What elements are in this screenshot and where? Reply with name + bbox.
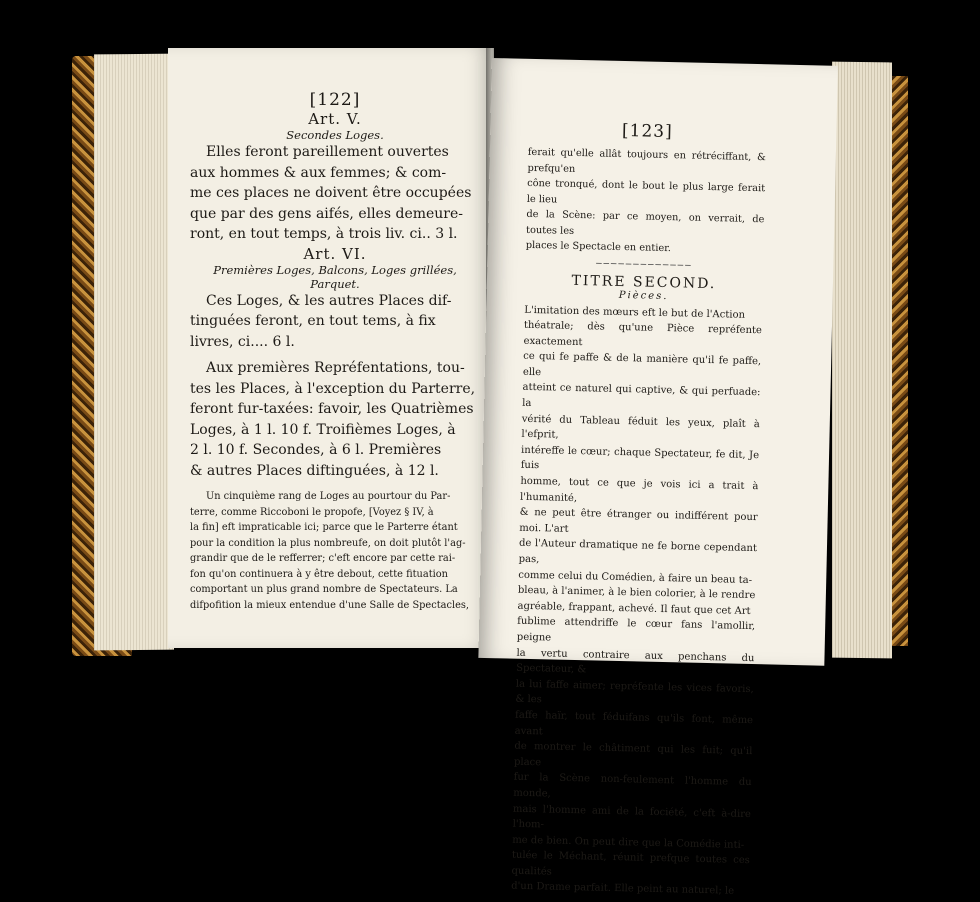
text-line: tulée le Méchant, réunit prefque toutes ces qualités xyxy=(511,849,750,878)
text-line: théatrale; dès qu'une Pièce repréfente exactement xyxy=(523,319,763,348)
text-line: ce qui fe paffe & de la manière qu'il fe paffe, elle xyxy=(522,351,762,379)
left-page-edges xyxy=(94,54,174,651)
text-line: comportant un plus grand nombre de Spectateurs. La xyxy=(190,584,458,595)
art6-subheading: Premières Loges, Balcons, Loges grillées, Parquet. xyxy=(213,262,457,291)
text-line: Elles feront pareillement ouvertes xyxy=(206,144,449,160)
right-page-number: [123] xyxy=(621,120,673,143)
text-line: aux hommes & aux femmes; & com- xyxy=(190,164,447,181)
right-body-text xyxy=(511,302,762,900)
text-line: de montrer le châtiment qui les fuit; qu'il place xyxy=(513,740,753,769)
text-line: mais l'homme ami de la fociété, c'eft à-dire l'hom- xyxy=(512,803,752,831)
text-line: places le Spectacle en entier. xyxy=(525,239,672,255)
text-line: fublime attendriffe le cœur fans l'amollir, peigne xyxy=(516,616,756,644)
text-line: de l'Auteur dramatique ne fe borne cependant pas, xyxy=(518,538,758,566)
text-line: tinguées feront, en tout tems, à fix xyxy=(190,313,436,329)
text-line: grandir que de le refferrer; c'eft encore par cette rai- xyxy=(190,553,456,564)
art6-heading: Art. VI. xyxy=(303,244,367,263)
text-line: & ne peut être étranger ou indifférent pour moi. L'art xyxy=(519,506,758,535)
text-line: Un cinquième rang de Loges au pourtour du Par- xyxy=(206,491,451,502)
text-line: ront, en tout temps, à trois liv. ci.. 3 l. xyxy=(190,226,458,242)
text-line: tes les Places, à l'exception du Parterre, xyxy=(190,380,476,397)
text-line: Aux premières Repréfentations, tou- xyxy=(206,360,465,376)
text-line: Loges, à 1 l. 10 f. Troifièmes Loges, à xyxy=(190,421,456,438)
text-line: bleau, à l'animer, à le bien colorier, à le rendre xyxy=(517,584,756,602)
text-line: me de bien. On peut dire que la Comédie inti- xyxy=(512,834,745,851)
art6-text xyxy=(190,291,480,353)
text-line: la fin] eft impraticable ici; parce que le Parterre étant xyxy=(190,522,458,533)
right-page-edges xyxy=(832,62,892,659)
art5-text xyxy=(190,142,480,245)
text-line: vérité du Tableau féduit les yeux, plaît à l'efprit, xyxy=(521,413,760,441)
ornamental-rule: ───────────── xyxy=(596,258,693,272)
left-page xyxy=(168,48,494,648)
text-line: comme celui du Comédien, à faire un beau ta- xyxy=(518,569,753,586)
text-line: feront fur-taxées: favoir, les Quatrièmes xyxy=(190,401,474,417)
section-subtitle: Pièces. xyxy=(618,289,669,302)
text-line: cône tronqué, dont le bout le plus large ferait le lieu xyxy=(526,177,766,206)
left-page-number: [122] xyxy=(309,90,361,110)
text-line: atteint ce naturel qui captive, & qui perfuade: la xyxy=(522,382,761,410)
text-line: de la Scène: par ce moyen, on verrait, de toutes les xyxy=(525,208,765,237)
text-line: me ces places ne doivent être occupées xyxy=(190,185,472,201)
open-book xyxy=(72,48,908,898)
footnote-paragraph xyxy=(190,489,480,613)
text-line: pour la condition la plus nombreufe, on doit plutôt l'ag- xyxy=(190,537,466,549)
text-line: fon qu'on continuera à y être debout, cette fituation xyxy=(190,568,448,580)
art5-heading: Art. V. xyxy=(308,110,362,128)
text-line: la vertu contraire aux penchans du Spectateur, & xyxy=(516,647,755,676)
text-line: L'imitation des mœurs eft le but de l'Action xyxy=(524,304,746,321)
text-line: d'un Drame parfait. Elle peint au naturel; le xyxy=(511,881,735,898)
text-line: difpofition la mieux entendue d'une Salle de Spectacles, xyxy=(190,599,470,611)
text-line: ferait qu'elle allât toujours en rétréciffant, & prefqu'en xyxy=(527,146,766,175)
text-line: livres, ci.... 6 l. xyxy=(190,333,295,350)
text-line: & autres Places diftinguées, à 12 l. xyxy=(190,462,439,479)
surcharge-paragraph xyxy=(190,358,480,481)
text-line: Ces Loges, & les autres Places dif- xyxy=(206,292,452,309)
right-page xyxy=(478,58,838,898)
text-line: faffe haïr, tout féduifans qu'ils font, même avant xyxy=(514,709,754,737)
text-line: la lui faffe aimer; repréfente les vices favoris, & les xyxy=(515,678,754,706)
text-line: agréable, frappant, achevé. Il faut que cet Art xyxy=(517,600,751,617)
text-line: homme, tout ce que je vois ici a trait à l'humanité, xyxy=(519,475,759,504)
right-cover-edge xyxy=(890,76,908,646)
text-line: 2 l. 10 f. Secondes, à 6 l. Premières xyxy=(190,442,442,458)
text-line: fur la Scène non-feulement l'homme du monde, xyxy=(513,771,752,800)
section-title: TITRE SECOND. xyxy=(571,272,717,292)
text-line: que par des gens aifés, elles demeure- xyxy=(190,205,464,222)
art5-subheading: Secondes Loges. xyxy=(286,128,384,142)
right-intro-text xyxy=(526,145,766,259)
text-line: intéreffe le cœur; chaque Spectateur, fe dit, Je fuis xyxy=(520,444,760,472)
text-line: terre, comme Riccoboni le propofe, [Voyez § IV, à xyxy=(190,506,434,518)
